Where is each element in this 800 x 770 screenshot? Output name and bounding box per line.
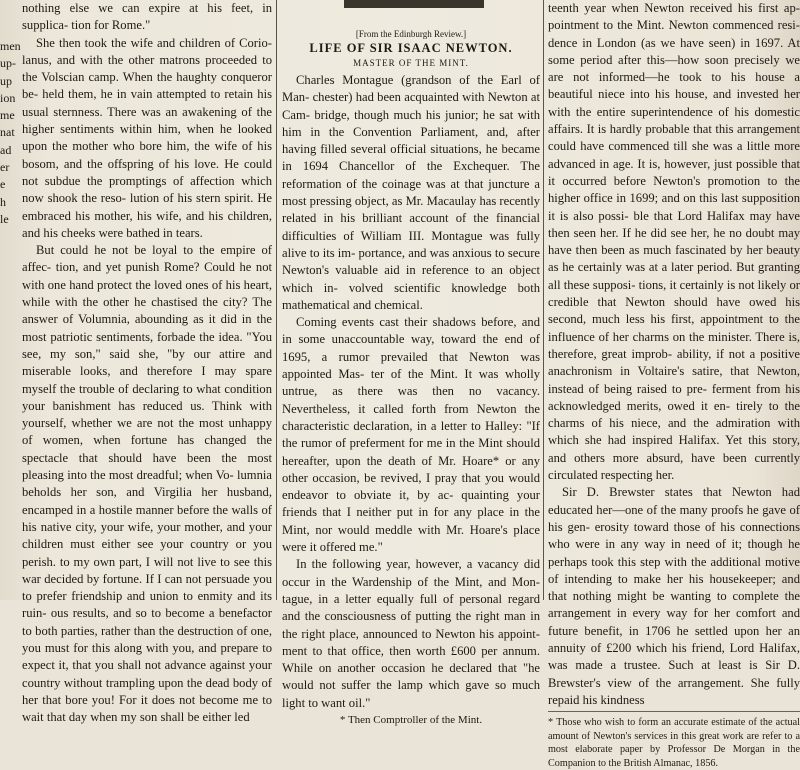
edge-fragment: me [0, 108, 15, 123]
article-title: LIFE OF SIR ISAAC NEWTON. [309, 41, 513, 55]
right-paragraph: teenth year when Newton received his first ap- pointment to the Mint. Newton commenced resi- dence in London (as we have seen) in 1697. At some period after this—how soon precisely we are not informed—he took to his house a beautiful niece into his house, and invested her with the entire superintendence of his domestic affairs. It is hardly probable that this arrangement could have commenced till she was a little more advanced in age. It is, however, just possible that it occurred before Newton's promotion to the higher office in 1699; and on this last supposition it is also possi- ble that Lord Halifax may have then seen her. If he did see her, he no doubt may have then been as much fascinated by her beauty as he certainly was at a later period. But granting all these supposi- tions, it certainly is not likely or credible that Newton should have owed his second, much less his first, appointment to the influence of her charms on the minister. There is, therefore, great improb- ability, if not a positive anachronism in Voltaire's satire, that Newton, instead of being raised to pre- ferment from his acknowledged merits, owed it en- tirely to the charms of his niece, and the admiration with which she had inspired Halifax. Yet this story, and others more absurd, have been currently circulated respecting her. [548, 1, 800, 483]
right-column [548, 0, 800, 769]
article-footnote: * Then Comptroller of the Mint. [339, 713, 483, 726]
column-divider-2 [543, 0, 544, 600]
edge-fragment: le [0, 211, 9, 226]
middle-paragraph: Charles Montague (grandson of the Earl of Man- chester) had been acquainted with Newton at Cam- bridge, though much his junior; he sat with him in the Convention Parliament, and, after having filled several official situations, he became in 1694 Chancellor of the Exchequer. The reformation of the coinage was at that juncture a most pressing object, as Mr. Macaulay has recently related in his brilliant account of the financial difficulties of William III. Montague was fully alive to its im- portance, and was anxious to secure Newton's valuable aid in reference to an object which in- volved scientific knowledge both mathematical and chemical. [282, 73, 540, 312]
edge-fragment: e [0, 177, 6, 192]
edge-fragment: up- [0, 56, 16, 71]
right-paragraph: Sir D. Brewster states that Newton had educated her—one of the many proofs he gave of his gen- erosity toward those of his connections who were in any way in need of it; though he perhaps took this step with the additional motive of intending to make her his housekeeper; and that nothing might be wanting to complete the arrangement in every way for her comfort and future benefit, in 1706 he settled upon her an annuity of £200 which his friend, Lord Halifax, was made a trustee. Such at least is Sir D. Brewster's view of the arrangement. She fully repaid his kindness [548, 485, 800, 707]
edge-fragment: ion [0, 90, 16, 105]
left-column [22, 0, 272, 725]
edge-fragment: nat [0, 125, 15, 140]
article-source: [From the Edinburgh Review.] [355, 29, 467, 39]
article-body [282, 72, 540, 712]
edge-fragment: ad [0, 142, 12, 157]
left-paragraph: She then took the wife and children of Corio- lanus, and with the other matrons proceeded to the Volscian camp. When the haughty conqueror be- held them, he in vain attempted to retain his usual sternness. There was an awakening of the higher sentiments within him, when he looked upon the mother who bore him, the wife of his bosom, and the offspring of his love. He could not subdue the promptings of affection which now shook the reso- lution of his stern spirit. He embraced his mother, his wife, and his children, and his cheeks were bathed in tears. [22, 35, 272, 240]
left-edge-fragments [0, 0, 21, 600]
middle-paragraph: In the following year, however, a vacancy did occur in the Wardenship of the Mint, and Mon- tague, in a letter equally full of personal regard and the consciousness of putting the right man in the right place, announced to Newton his appoint- ment to that office, then worth £600 per annum. While on another occasion he declared that "he would not suffer the lamp which gave so much light to want oil." [282, 557, 540, 710]
left-paragraph: nothing else we can expire at his feet, in supplica- tion for Rome." [22, 1, 272, 33]
edge-fragment: men [0, 39, 21, 53]
right-footnote: * Those who wish to form an accurate estimate of the actual amount of Newton's services in this great work are refer to a most elaborate paper by Professor De Morgan in the Companion to the British Almanac, 1856. [548, 717, 800, 769]
left-paragraph: But could he not be loyal to the empire of affec- tion, and yet punish Rome? Could he not with one hand protect the loved ones of his heart, while with the other he chastised the city? The answer of Volumnia, abounding as it did in the most patriotic sentiments, forbade the idea. "You see, my son," said she, "by our attire and miserable looks, and therefore I may spare myself the trouble of declaring to what condition your banishment has reduced us. Think with yourself, whether we are not the most unhappy of women, when fortune has changed the spectacle that should have been the most pleasing into the most dreadful; when Vo- lumnia beholds her son, and Virgilia her husband, encamped in a hostile manner before the walls of his native city, your wife, your mother, and your children must either see your country or you perish. to my own part, I will not live to see this war decided by fortune. If I can not persuade you to prefer friendship and union to enmity and its ruin- ous results, and so to become a benefactor to both parties, rather than the destruction of one, you must for this along with you, and prepare to expect it, that you shall not advance against your country without trampling upon the dead body of her that bore you! For it does not become me to wait that day when my son shall be either led [22, 243, 272, 725]
edge-fragment: up [0, 73, 12, 88]
edge-fragment: er [0, 160, 10, 175]
article-subtitle: MASTER OF THE MINT. [353, 58, 469, 68]
footnote-rule [548, 711, 800, 712]
right-body [548, 0, 800, 709]
edge-fragment: h [0, 194, 6, 209]
middle-paragraph: Coming events cast their shadows before, and in some unaccountable way, toward the end of 1695, a rumor prevailed that Newton was appointed Mas- ter of the Mint. It was wholly untrue, as there was then no vacancy. Nevertheless, it called forth from Newton the characteristic declaration, in a letter to Halley: "If the rumor of preferment for me in the Mint should hereafter, upon the death of Mr. Hoare* or any other occasion, be revived, I pray that you would endeavor to obviate it, by ac- quainting your friends that I neither put in for any place in the Mint, nor would meddle with Mr. Hoare's place were it offered me." [282, 315, 540, 555]
middle-column [282, 0, 540, 726]
column-divider-1 [276, 0, 277, 600]
